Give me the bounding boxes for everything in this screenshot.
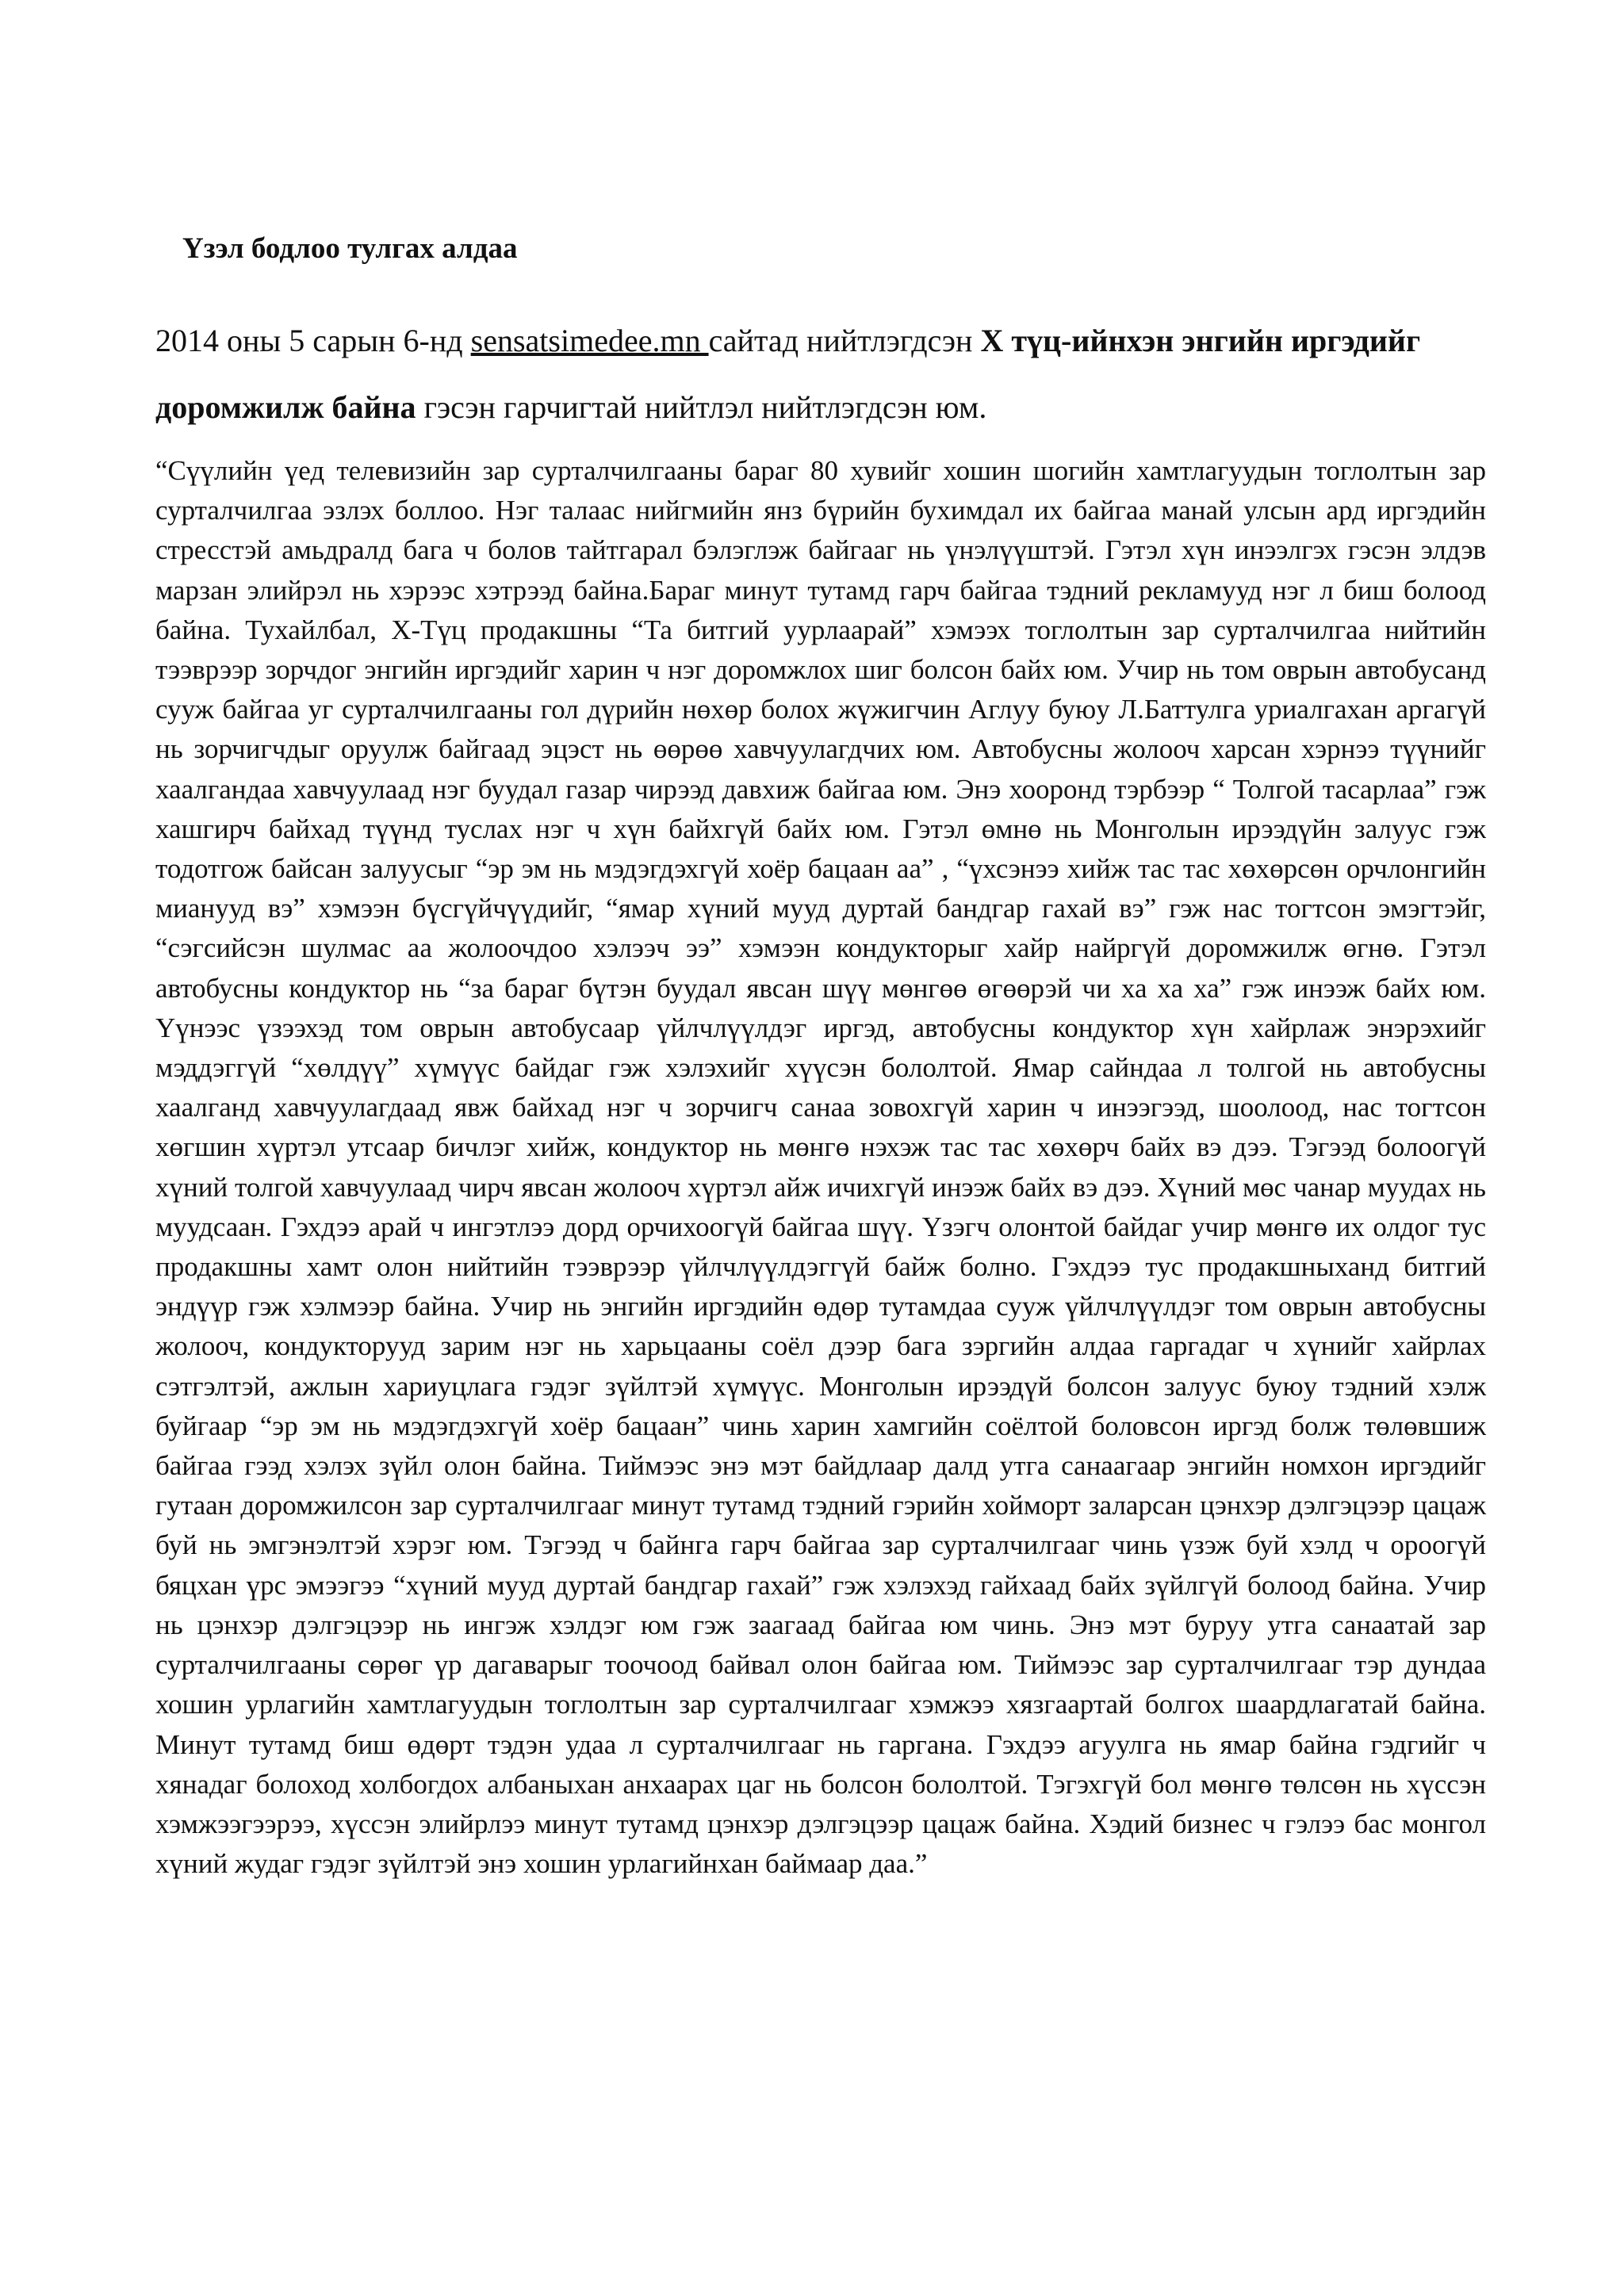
source-link[interactable]: sensatsimedee.mn: [470, 323, 709, 358]
intro-paragraph: [155, 308, 1484, 441]
quoted-article-body: “Сүүлийн үед телевизийн зар сурталчилгааны бараг 80 хувийг хошин шогийн хамтлагуудын тоглолтын зар сурталчилгаа эзлэх боллоо. Нэг талаас нийгмийн янз бүрийн бухимдал их байгаа манай улсын ард иргэдийн стресстэй амьдралд бага ч болов тайтгарал бэлэглэж байгааг нь үнэлүүштэй. Гэтэл хүн инээлгэх гэсэн элдэв марзан элийрэл нь хэрээс хэтрээд байна.Бараг минут тутамд гарч байгаа тэдний рекламууд нэг л биш болоод байна. Тухайлбал, Х-Түц продакшны “Та битгий уурлаарай” хэмээх тоглолтын зар сурталчилгаа нийтийн тээврээр зорчдог энгийн иргэдийг харин ч нэг доромжлох шиг болсон байх юм. Учир нь том оврын автобусанд сууж байгаа уг сурталчилгааны гол дүрийн нөхөр болох жүжигчин Аглуу буюу Л.Баттулга уриалгахан аргагүй нь зорчигчдыг оруулж байгаад эцэст нь өөрөө хавчуулагдчих юм. Автобусны жолооч харсан хэрнээ түүнийг хаалгандаа хавчуулаад нэг буудал газар чирээд давхиж байгаа юм. Энэ хооронд тэрбээр “ Толгой тасарлаа” гэж хашгирч байхад түүнд туслах нэг ч хүн байхгүй байх юм. Гэтэл өмнө нь Монголын ирээдүйн залуус гэж тодотгож байсан залуусыг “эр эм нь мэдэгдэхгүй хоёр бацаан аа” , “үхсэнээ хийж тас тас хөхөрсөн орчлонгийн мианууд вэ” хэмээн бүсгүйчүүдийг, “ямар хүний мууд дуртай бандгар гахай вэ” гэж нас тогтсон эмэгтэйг, “сэгсийсэн шулмас аа жолоочдоо хэлээч ээ” хэмээн кондукторыг хайр найргүй доромжилж өгнө. Гэтэл автобусны кондуктор нь “за бараг бүтэн буудал явсан шүү мөнгөө өгөөрэй чи ха ха ха” гэж инээж байх юм. Үүнээс үзээхэд том оврын автобусаар үйлчлүүлдэг иргэд, автобусны кондуктор хүн хайрлаж энэрэхийг мэддэггүй “хөлдүү” хүмүүс байдаг гэж хэлэхийг хүүсэн бололтой. Ямар сайндаа л толгой нь автобусны хаалганд хавчуулагдаад явж байхад нэг ч зорчигч санаа зовохгүй харин ч инээгээд, шоолоод, нас тогтсон хөгшин хүртэл утсаар бичлэг хийж, кондуктор нь мөнгө нэхэж тас тас хөхөрч байх вэ дээ. Тэгээд болоогүй хүний толгой хавчуулаад чирч явсан жолооч хүртэл айж ичихгүй инээж байх вэ дээ. Хүний мөс чанар муудах нь муудсаан. Гэхдээ арай ч ингэтлээ дорд орчихоогүй байгаа шүү. Үзэгч олонтой байдаг учир мөнгө их олдог тус продакшны хамт олон нийтийн тээврээр үйлчлүүлдэггүй байж болно. Гэхдээ тус продакшныханд битгий эндүүр гэж хэлмээр байна. Учир нь энгийн иргэдийн өдөр тутамдаа сууж үйлчлүүлдэг том оврын автобусны жолооч, кондукторууд зарим нэг нь харьцааны соёл дээр бага зэргийн алдаа гаргадаг ч хүнийг хайрлах сэтгэлтэй, ажлын хариуцлага гэдэг зүйлтэй хүмүүс. Монголын ирээдүй болсон залуус буюу тэдний хэлж буйгаар “эр эм нь мэдэгдэхгүй хоёр бацаан” чинь харин хамгийн соёлтой боловсон иргэд болж төлөвшиж байгаа гээд хэлэх зүйл олон байна. Тиймээс энэ мэт байдлаар далд утга санаагаар энгийн номхон иргэдийг гутаан доромжилсон зар сурталчилгааг минут тутамд тэдний гэрийн хойморт заларсан цэнхэр дэлгэцээр цацаж буй нь эмгэнэлтэй хэрэг юм. Тэгээд ч байнга гарч байгаа зар сурталчилгааг чинь үзэж буй хэлд ч ороогүй бяцхан үрс эмээгээ “хүний мууд дуртай бандгар гахай” гэж хэлэхэд гайхаад байх зүйлгүй болоод байна. Учир нь цэнхэр дэлгэцээр нь ингэж хэлдэг юм гэж заагаад байгаа юм чинь. Энэ мэт буруу утга санаатай зар сурталчилгааны сөрөг үр дагаварыг тоочоод байвал олон байгаа юм. Тиймээс зар сурталчилгааг тэр дундаа хошин урлагийн хамтлагуудын тоглолтын зар сурталчилгааг хэмжээ хязгаартай болгох шаардлагатай байна. Минут тутамд биш өдөрт тэдэн удаа л сурталчилгааг нь гаргана. Гэхдээ агуулга нь ямар байна гэдгийг ч хянадаг болоход холбогдох албаныхан анхаарах цаг нь болсон бололтой. Тэгэхгүй бол мөнгө төлсөн нь хүссэн хэмжээгээрээ, хүссэн элийрлээ минут тутамд цэнхэр дэлгэцээр цацаж байна. Хэдий бизнес ч гэлээ бас монгол хүний жудаг гэдэг зүйлтэй энэ хошин урлагийнхан баймаар даа.”: [155, 455, 1486, 1880]
cited-headline: Х түц-ийнхэн энгийн иргэдийг доромжилж байна: [155, 323, 1421, 425]
article-title: Үзэл бодлоо тулгах алдаа: [182, 232, 518, 265]
intro-ending-text: гэсэн гарчигтай нийтлэл нийтлэгдсэн юм.: [416, 389, 987, 425]
intro-date-text: 2014 оны 5 сарын 6-нд: [155, 323, 471, 358]
intro-published-text: сайтад нийтлэгдсэн: [708, 323, 981, 358]
